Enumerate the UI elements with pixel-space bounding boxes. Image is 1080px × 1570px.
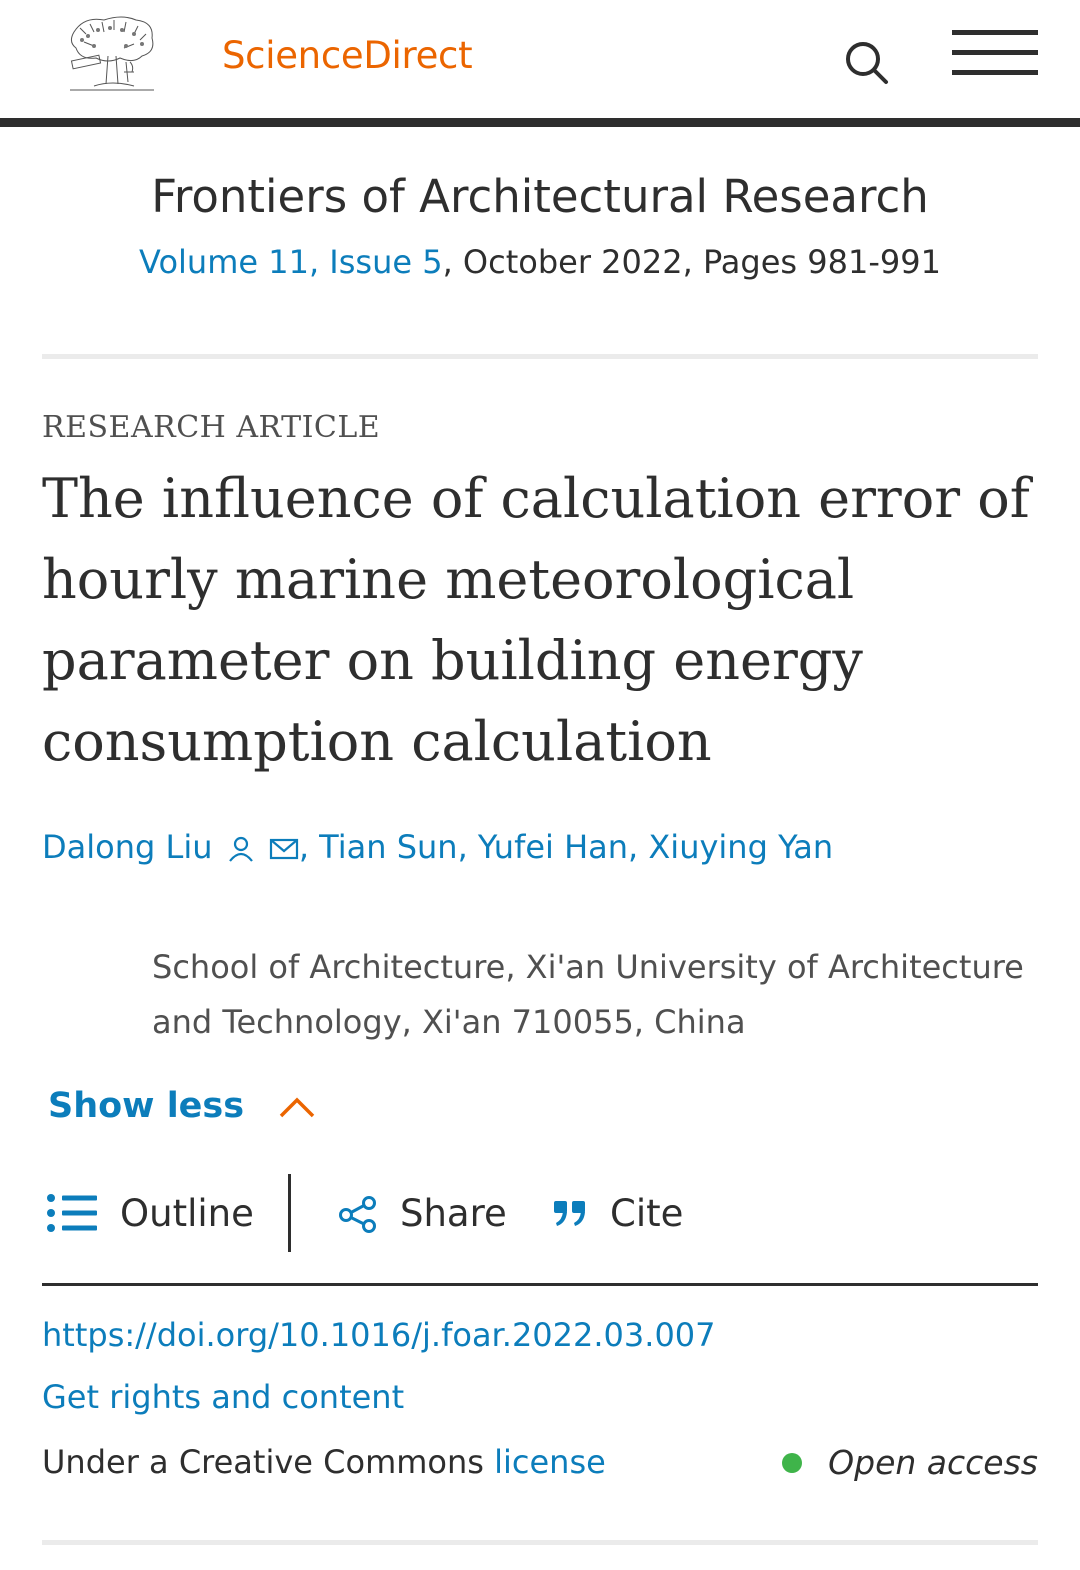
affiliation: School of Architecture, Xi'an University of Architecture and Technology, Xi'an 710055, China [152,948,1024,1041]
open-access-dot-icon [782,1453,802,1473]
share-label: Share [400,1191,507,1235]
author-link[interactable]: Yufei Han [477,828,629,866]
share-icon [338,1193,378,1233]
journal-title-link[interactable]: Frontiers of Architectural Research [151,170,929,223]
show-less-label: Show less [48,1086,245,1126]
cite-label: Cite [610,1191,684,1235]
list-icon [46,1193,98,1233]
author-link[interactable]: Xiuying Yan [648,828,834,866]
section-divider [42,1540,1038,1545]
author-separator: , [457,828,478,866]
article-type-label: RESEARCH ARTICLE [42,410,381,445]
article-title: The influence of calculation error of hourly marine meteorological parameter on building energy consumption calculation [42,467,1030,773]
license-link[interactable]: license [494,1443,606,1481]
author-separator: , [298,828,320,866]
date-pages: , October 2022, Pages 981-991 [442,243,941,281]
open-access-badge [782,1443,1038,1482]
person-icon[interactable] [227,835,255,863]
outline-button[interactable] [46,1170,254,1256]
actions-divider [42,1283,1038,1286]
license-prefix: Under a Creative Commons [42,1443,495,1481]
open-access-label: Open access [828,1443,1038,1482]
author-link[interactable]: Dalong Liu [42,828,213,866]
header-divider [0,118,1080,127]
elsevier-tree-logo[interactable] [64,12,160,98]
outline-label: Outline [120,1191,254,1235]
volume-issue-link[interactable]: Volume 11, Issue 5 [139,243,443,281]
issue-info [0,243,1080,281]
section-divider [42,354,1038,359]
rights-link[interactable]: Get rights and content [42,1378,405,1416]
hamburger-menu-icon[interactable] [952,30,1038,76]
article-actions-bar [42,1170,1038,1256]
author-separator: , [628,828,649,866]
quote-icon [552,1197,588,1229]
license-line [42,1443,606,1481]
cite-button[interactable] [552,1170,683,1256]
share-button[interactable] [338,1170,507,1256]
doi-link[interactable]: https://doi.org/10.1016/j.foar.2022.03.007 [42,1316,716,1354]
sciencedirect-brand-link[interactable]: ScienceDirect [222,34,473,77]
author-link[interactable]: Tian Sun [319,828,458,866]
show-less-button[interactable] [48,1086,316,1126]
chevron-up-icon [278,1095,316,1119]
search-icon[interactable] [842,38,892,88]
top-header [0,0,1080,118]
email-icon[interactable] [269,837,299,861]
author-list [42,828,833,866]
action-divider [288,1174,291,1252]
